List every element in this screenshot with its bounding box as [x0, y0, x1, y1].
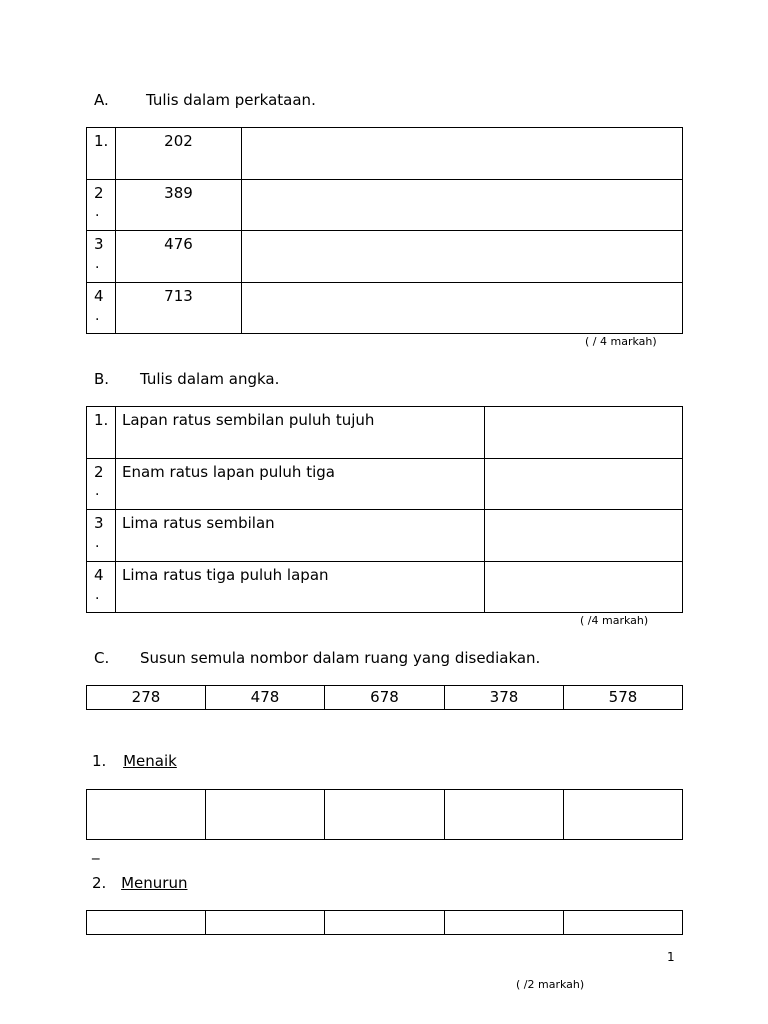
row-number: 3: [94, 235, 104, 253]
number-words: Enam ratus lapan puluh tiga: [122, 463, 335, 481]
row-number: 1.: [94, 132, 109, 150]
number-words: Lima ratus sembilan: [122, 514, 275, 532]
answer-cell[interactable]: [87, 790, 205, 839]
row-number: 1.: [94, 411, 109, 429]
section-b-letter: B.: [94, 370, 110, 388]
section-c-letter: C.: [94, 649, 110, 667]
stray-dash: _: [92, 842, 100, 860]
number-value: 476: [164, 235, 193, 253]
number-value: 713: [164, 287, 193, 305]
ascending-answer-row: [86, 789, 683, 840]
number-words: Lapan ratus sembilan puluh tujuh: [122, 411, 375, 429]
row-number: 2: [94, 184, 104, 202]
subsection-number: 2.: [92, 874, 107, 892]
subsection-label: Menurun: [121, 874, 188, 892]
section-a-grid: [86, 127, 683, 334]
row-number: 4: [94, 566, 104, 584]
number-cell: 378: [489, 688, 519, 706]
answer-cell[interactable]: [242, 231, 682, 282]
section-c-marks: ( /2 markah): [516, 978, 585, 991]
row-number-dot: .: [95, 535, 100, 551]
subsection-label: Menaik: [123, 752, 177, 770]
number-cell: 678: [370, 688, 399, 706]
answer-cell[interactable]: [242, 180, 682, 230]
section-c-heading: [94, 649, 734, 671]
answer-cell[interactable]: [485, 562, 682, 612]
subsection-ascending: [92, 752, 177, 770]
row-number: 4: [94, 287, 104, 305]
section-a-heading: [94, 91, 694, 113]
answer-cell[interactable]: [242, 128, 682, 179]
section-a-marks: ( / 4 markah): [585, 335, 657, 348]
number-value: 389: [164, 184, 193, 202]
answer-cell[interactable]: [445, 790, 563, 839]
answer-cell[interactable]: [485, 510, 682, 561]
row-number: 3: [94, 514, 104, 532]
number-cell: 478: [250, 688, 280, 706]
page-number: 1: [667, 950, 675, 964]
descending-answer-row: [86, 910, 683, 935]
answer-cell[interactable]: [242, 283, 682, 333]
section-b-marks: ( /4 markah): [580, 614, 649, 627]
answer-cell[interactable]: [564, 790, 682, 839]
answer-cell[interactable]: [325, 790, 444, 839]
section-b-heading: [94, 370, 694, 392]
number-value: 202: [164, 132, 193, 150]
number-cell: 578: [608, 688, 638, 706]
answer-cell[interactable]: [485, 459, 682, 509]
answer-cell[interactable]: [206, 790, 324, 839]
row-number-dot: .: [95, 204, 100, 220]
numbers-row: [86, 685, 683, 710]
number-cell: 278: [131, 688, 161, 706]
answer-cell[interactable]: [564, 911, 682, 934]
row-number-dot: .: [95, 256, 100, 272]
section-a-letter: A.: [94, 91, 109, 109]
section-b-title: Tulis dalam angka.: [140, 370, 280, 388]
row-number-dot: .: [95, 483, 100, 499]
number-words: Lima ratus tiga puluh lapan: [122, 566, 329, 584]
row-number-dot: .: [95, 587, 100, 603]
answer-cell[interactable]: [206, 911, 324, 934]
subsection-descending: [92, 874, 187, 892]
subsection-number: 1.: [92, 752, 107, 770]
section-b-grid: [86, 406, 683, 613]
answer-cell[interactable]: [445, 911, 563, 934]
row-number: 2: [94, 463, 104, 481]
section-a-title: Tulis dalam perkataan.: [146, 91, 316, 109]
section-c-title: Susun semula nombor dalam ruang yang disediakan.: [140, 649, 541, 667]
row-number-dot: .: [95, 308, 100, 324]
answer-cell[interactable]: [87, 911, 205, 934]
answer-cell[interactable]: [485, 407, 682, 458]
answer-cell[interactable]: [325, 911, 444, 934]
